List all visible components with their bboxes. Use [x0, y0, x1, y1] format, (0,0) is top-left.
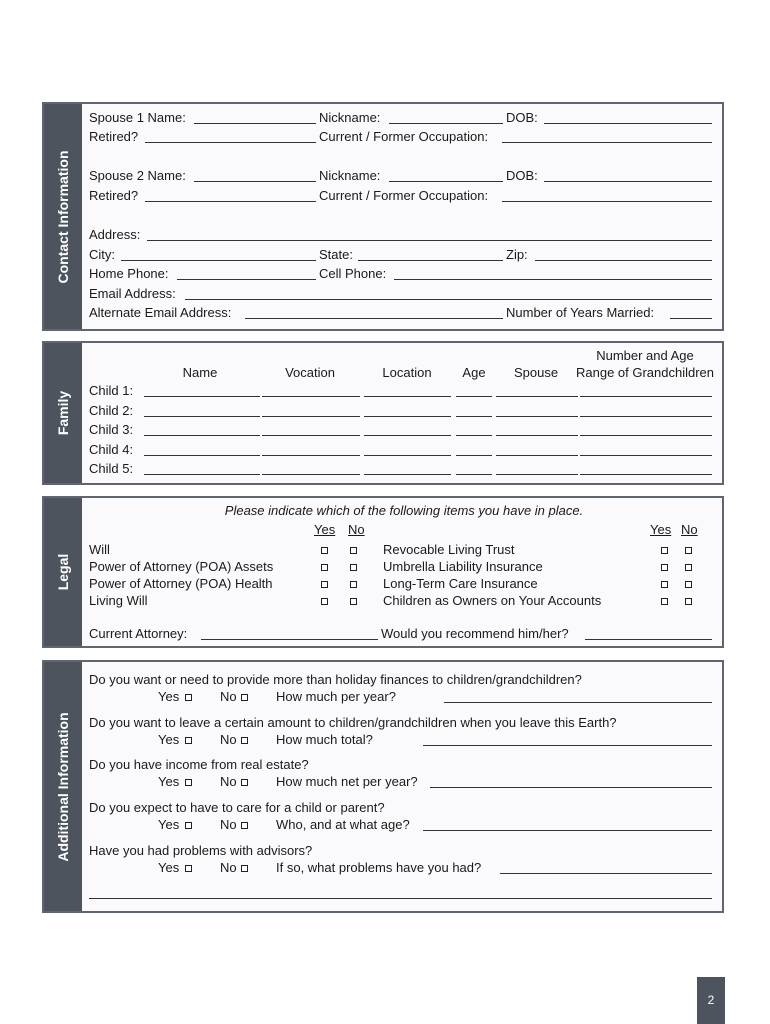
no-checkbox[interactable] [241, 779, 248, 786]
address-field[interactable] [147, 240, 712, 241]
question-text: Do you expect to have to care for a child or parent? [89, 800, 385, 816]
legal-item-label: Living Will [89, 593, 148, 608]
question-text: Do you want or need to provide more than holiday finances to children/grandchildren? [89, 672, 582, 687]
child-2-age-field[interactable] [456, 416, 492, 417]
alt-email-field[interactable] [245, 318, 503, 319]
legal-right-no-checkbox[interactable] [685, 564, 692, 571]
legal-item-label: Children as Owners on Your Accounts [383, 593, 602, 608]
yes-checkbox[interactable] [185, 737, 192, 744]
child-4-grandchildren-field[interactable] [580, 455, 712, 456]
child-4-name-field[interactable] [144, 455, 260, 456]
question-text: Do you have income from real estate? [89, 757, 309, 773]
follow-up-field[interactable] [423, 830, 712, 831]
city-field[interactable] [121, 260, 316, 261]
spouse2-retired-field[interactable] [145, 201, 316, 202]
spouse2-dob-field[interactable] [544, 181, 712, 182]
legal-item-label: Long-Term Care Insurance [383, 576, 538, 591]
follow-up-field[interactable] [500, 873, 712, 874]
child-label: Child 5: [89, 461, 134, 476]
cell-phone-field[interactable] [394, 279, 712, 280]
legal-right-no-checkbox[interactable] [685, 547, 692, 554]
attorney-field[interactable] [201, 639, 378, 640]
spouse1-occupation-label: Current / Former Occupation: [319, 129, 489, 144]
years-married-field[interactable] [670, 318, 712, 319]
page-number: 2 [707, 993, 715, 1007]
address-label: Address: [89, 227, 141, 242]
follow-up-label: How much net per year? [276, 774, 418, 790]
family-header-grandchildren-line1: Number and Age [596, 348, 694, 363]
question-text: Have you had problems with advisors? [89, 842, 313, 858]
spouse1-retired-label: Retired? [89, 129, 139, 144]
child-3-grandchildren-field[interactable] [580, 435, 712, 436]
follow-up-label: If so, what problems have you had? [276, 859, 482, 875]
yes-label: Yes [158, 731, 180, 747]
family-header-age: Age [462, 365, 486, 380]
legal-right-no-checkbox[interactable] [685, 581, 692, 588]
child-5-grandchildren-field[interactable] [580, 474, 712, 475]
legal-right-yes-checkbox[interactable] [661, 581, 668, 588]
yes-label: Yes [158, 817, 180, 833]
legal-right-yes-checkbox[interactable] [661, 547, 668, 554]
child-2-vocation-field[interactable] [262, 416, 360, 417]
recommend-label: Would you recommend him/her? [381, 626, 569, 641]
child-3-name-field[interactable] [144, 435, 260, 436]
child-3-vocation-field[interactable] [262, 435, 360, 436]
contact-information-section [42, 102, 724, 331]
alt-email-label: Alternate Email Address: [89, 305, 232, 320]
child-4-age-field[interactable] [456, 455, 492, 456]
child-5-spouse-field[interactable] [496, 474, 578, 475]
state-field[interactable] [358, 260, 503, 261]
spouse1-dob-field[interactable] [544, 123, 712, 124]
no-label: No [220, 731, 237, 747]
no-checkbox[interactable] [241, 822, 248, 829]
zip-label: Zip: [506, 247, 528, 262]
yes-checkbox[interactable] [185, 694, 192, 701]
legal-left-yes-checkbox[interactable] [321, 547, 328, 554]
spouse2-name-field[interactable] [194, 181, 316, 182]
zip-field[interactable] [535, 260, 712, 261]
email-field[interactable] [185, 299, 712, 300]
question-text: Do you want to leave a certain amount to children/grandchildren when you leave this Earth? [89, 714, 617, 730]
spouse2-retired-label: Retired? [89, 188, 139, 203]
yes-label: Yes [158, 859, 180, 875]
child-3-spouse-field[interactable] [496, 435, 578, 436]
spouse1-retired-field[interactable] [145, 142, 316, 143]
child-5-age-field[interactable] [456, 474, 492, 475]
no-checkbox[interactable] [241, 865, 248, 872]
home-phone-field[interactable] [177, 279, 316, 280]
follow-up-label: How much per year? [276, 689, 396, 704]
page-number-tab [697, 977, 725, 1024]
child-label: Child 2: [89, 402, 134, 418]
contact-tab [44, 104, 82, 329]
legal-right-yes-checkbox[interactable] [661, 598, 668, 605]
spouse1-occupation-field[interactable] [502, 142, 712, 143]
legal-section [42, 496, 724, 648]
legal-instruction: Please indicate which of the following items you have in place. [224, 503, 584, 518]
yes-checkbox[interactable] [185, 779, 192, 786]
no-label: No [220, 817, 237, 833]
spouse2-occupation-field[interactable] [502, 201, 712, 202]
follow-up-field[interactable] [430, 787, 712, 788]
child-3-location-field[interactable] [364, 435, 451, 436]
yes-checkbox[interactable] [185, 865, 192, 872]
legal-left-yes-checkbox[interactable] [321, 581, 328, 588]
child-4-spouse-field[interactable] [496, 455, 578, 456]
child-5-location-field[interactable] [364, 474, 451, 475]
child-1-age-field[interactable] [456, 396, 492, 397]
child-2-name-field[interactable] [144, 416, 260, 417]
legal-left-yes-checkbox[interactable] [321, 564, 328, 571]
legal-tab-label: Legal [55, 553, 71, 591]
follow-up-label: Who, and at what age? [276, 817, 410, 833]
spouse1-nickname-field[interactable] [389, 123, 503, 124]
child-3-age-field[interactable] [456, 435, 492, 436]
family-header-spouse: Spouse [513, 365, 559, 380]
recommend-field[interactable] [585, 639, 712, 640]
additional-tab [44, 662, 82, 911]
family-header-location: Location [382, 365, 432, 380]
spouse2-nickname-label: Nickname: [319, 168, 381, 183]
additional-tab-label: Additional Information [55, 711, 71, 862]
child-1-name-field[interactable] [144, 396, 260, 397]
legal-item-label: Umbrella Liability Insurance [383, 559, 543, 574]
family-section [42, 341, 724, 485]
family-header-grandchildren-line2: Range of Grandchildren [575, 365, 715, 380]
child-label: Child 1: [89, 383, 134, 398]
family-header-vocation: Vocation [285, 365, 335, 380]
follow-up-field[interactable] [423, 745, 712, 746]
contact-tab-label: Contact Information [55, 150, 71, 283]
additional-notes-field[interactable] [89, 898, 712, 899]
legal-left-no-checkbox[interactable] [350, 547, 357, 554]
legal-left-yes-header: Yes [314, 522, 336, 537]
attorney-label: Current Attorney: [89, 626, 188, 641]
no-label: No [220, 859, 237, 875]
legal-item-label: Revocable Living Trust [383, 542, 515, 557]
child-2-location-field[interactable] [364, 416, 451, 417]
family-tab-label: Family [55, 390, 71, 436]
state-label: State: [319, 247, 353, 262]
legal-item-label: Power of Attorney (POA) Assets [89, 559, 274, 574]
follow-up-field[interactable] [444, 702, 712, 703]
legal-left-yes-checkbox[interactable] [321, 598, 328, 605]
yes-label: Yes [158, 774, 180, 790]
legal-item-label: Power of Attorney (POA) Health [89, 576, 273, 591]
cell-phone-label: Cell Phone: [319, 266, 387, 281]
spouse2-nickname-field[interactable] [389, 181, 503, 182]
child-2-grandchildren-field[interactable] [580, 416, 712, 417]
spouse2-dob-label: DOB: [506, 168, 538, 183]
child-1-location-field[interactable] [364, 396, 451, 397]
child-1-spouse-field[interactable] [496, 396, 578, 397]
email-label: Email Address: [89, 286, 176, 301]
child-4-location-field[interactable] [364, 455, 451, 456]
child-4-vocation-field[interactable] [262, 455, 360, 456]
yes-label: Yes [158, 689, 180, 704]
spouse1-nickname-label: Nickname: [319, 110, 381, 125]
child-5-vocation-field[interactable] [262, 474, 360, 475]
spouse2-name-label: Spouse 2 Name: [89, 168, 186, 183]
home-phone-label: Home Phone: [89, 266, 169, 281]
child-1-grandchildren-field[interactable] [580, 396, 712, 397]
spouse2-occupation-label: Current / Former Occupation: [319, 188, 489, 203]
spouse1-name-label: Spouse 1 Name: [89, 110, 186, 125]
spouse1-dob-label: DOB: [506, 110, 538, 125]
child-1-vocation-field[interactable] [262, 396, 360, 397]
legal-left-no-checkbox[interactable] [350, 598, 357, 605]
legal-right-yes-checkbox[interactable] [661, 564, 668, 571]
years-married-label: Number of Years Married: [506, 305, 655, 320]
spouse1-name-field[interactable] [194, 123, 316, 124]
legal-item-label: Will [89, 542, 110, 557]
no-label: No [220, 689, 237, 704]
city-label: City: [89, 247, 115, 262]
follow-up-label: How much total? [276, 731, 373, 747]
legal-right-no-header: No [681, 522, 698, 537]
legal-tab [44, 498, 82, 646]
additional-information-section [42, 660, 724, 913]
legal-right-yes-header: Yes [650, 522, 672, 537]
legal-left-no-checkbox[interactable] [350, 581, 357, 588]
yes-checkbox[interactable] [185, 822, 192, 829]
legal-right-no-checkbox[interactable] [685, 598, 692, 605]
child-label: Child 4: [89, 441, 134, 457]
no-checkbox[interactable] [241, 737, 248, 744]
no-checkbox[interactable] [241, 694, 248, 701]
child-label: Child 3: [89, 422, 134, 437]
family-tab [44, 343, 82, 483]
family-header-name: Name [182, 365, 218, 380]
child-5-name-field[interactable] [144, 474, 260, 475]
legal-left-no-header: No [348, 522, 365, 537]
legal-left-no-checkbox[interactable] [350, 564, 357, 571]
no-label: No [220, 774, 237, 790]
child-2-spouse-field[interactable] [496, 416, 578, 417]
